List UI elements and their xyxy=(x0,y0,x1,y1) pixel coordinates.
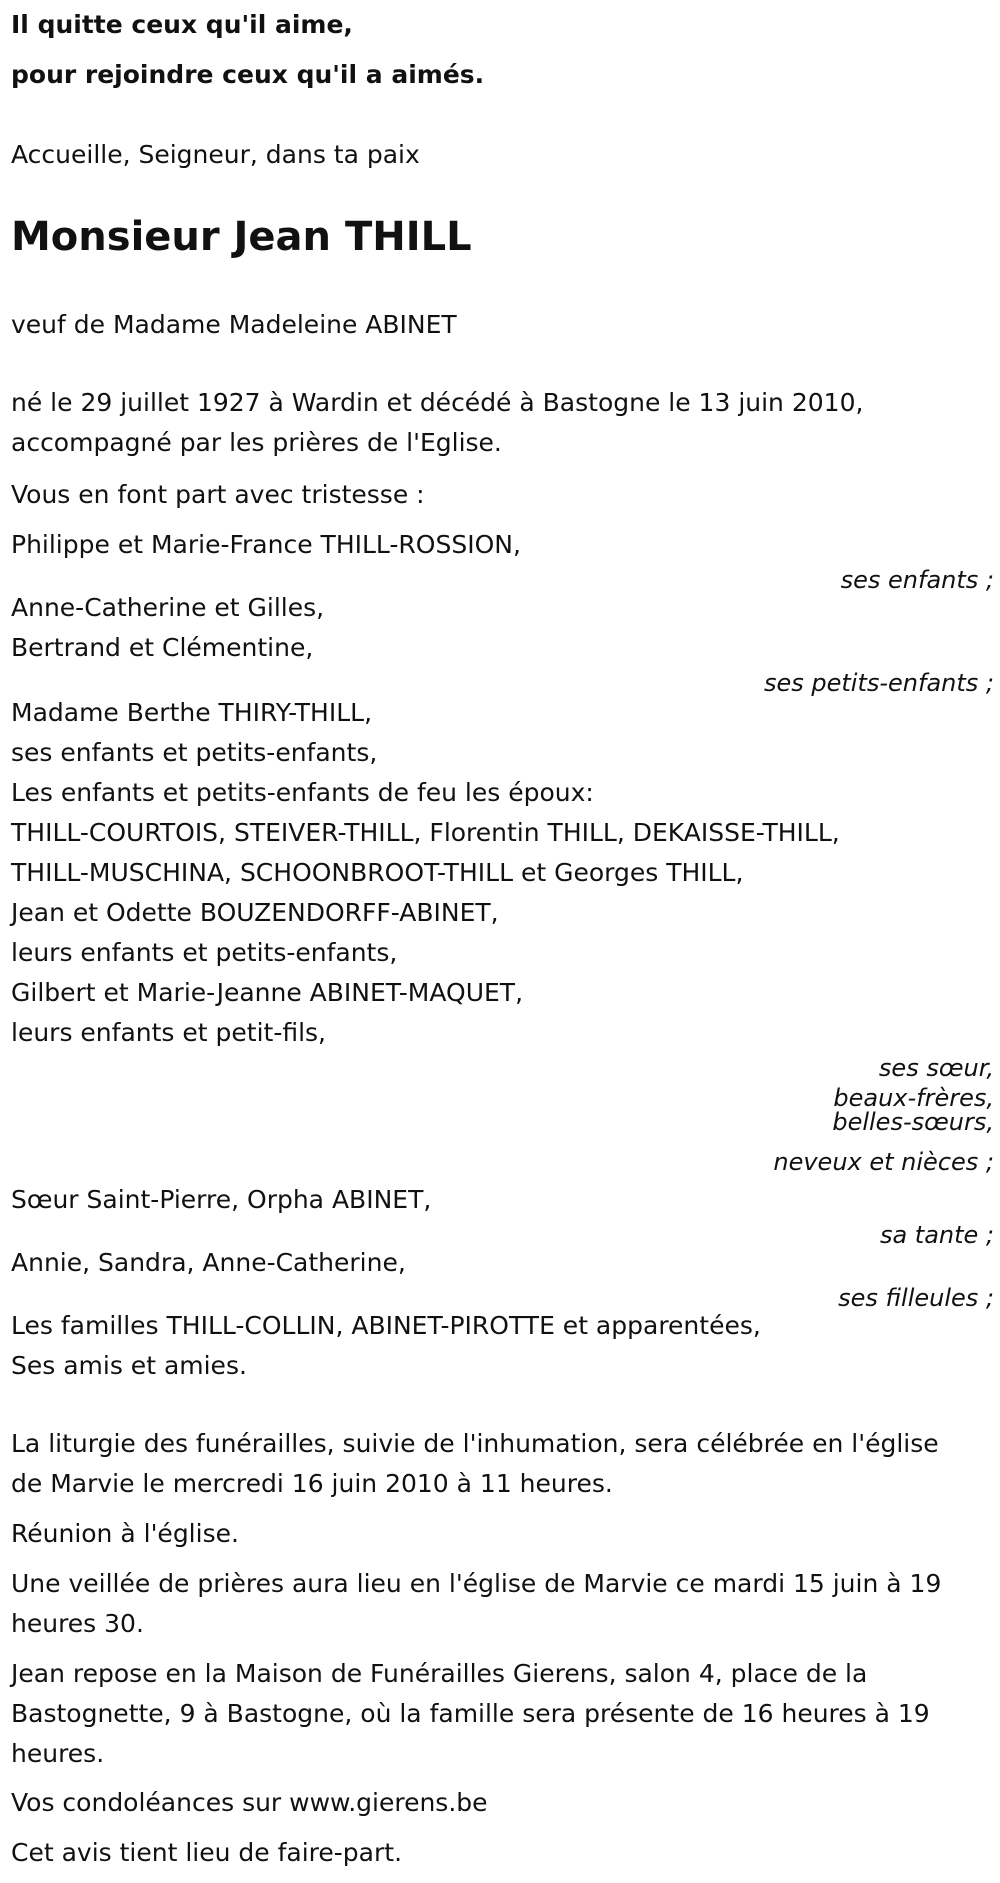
siblings-line: ses enfants et petits-enfants, xyxy=(11,738,378,767)
aunt-name: Sœur Saint-Pierre, Orpha ABINET, xyxy=(11,1185,432,1214)
siblings-line: leurs enfants et petit-fils, xyxy=(11,1018,327,1047)
birth-death-line-1: né le 29 juillet 1927 à Wardin et décédé à Bastogne le 13 juin 2010, xyxy=(11,388,864,417)
deceased-name: Monsieur Jean THILL xyxy=(11,214,472,260)
funeral-info xyxy=(11,1424,994,1504)
children-entry xyxy=(11,525,994,595)
aunt-role: sa tante ; xyxy=(879,1221,994,1249)
goddaughters-entry xyxy=(11,1243,994,1313)
siblings-line: Jean et Odette BOUZENDORFF-ABINET, xyxy=(11,898,499,927)
prayer-line: Accueille, Seigneur, dans ta paix xyxy=(11,140,420,169)
grandchildren-names-1: Anne-Catherine et Gilles, xyxy=(11,593,325,622)
vigil-info: Une veillée de prières aura lieu en l'église de Marvie ce mardi 15 juin à 19 heures 30. xyxy=(11,1569,942,1638)
condolences-info: Vos condoléances sur www.gierens.be xyxy=(11,1788,488,1817)
siblings-line: Les enfants et petits-enfants de feu les époux: xyxy=(11,778,594,807)
grandchildren-role: ses petits-enfants ; xyxy=(763,669,994,697)
aunt-entry xyxy=(11,1180,994,1250)
epitaph-line-2: pour rejoindre ceux qu'il a aimés. xyxy=(11,60,485,89)
spouse-line: veuf de Madame Madeleine ABINET xyxy=(11,310,457,339)
goddaughters-names: Annie, Sandra, Anne-Catherine, xyxy=(11,1248,406,1277)
siblings-line: THILL-MUSCHINA, SCHOONBROOT-THILL et Georges THILL, xyxy=(11,858,744,887)
children-role: ses enfants ; xyxy=(840,566,994,594)
siblings-entry xyxy=(11,693,994,1177)
funeral-line-2: de Marvie le mercredi 16 juin 2010 à 11 heures. xyxy=(11,1469,613,1498)
children-names: Philippe et Marie-France THILL-ROSSION, xyxy=(11,530,521,559)
siblings-role-wrap xyxy=(794,1053,994,1113)
siblings-role-3: neveux et nièces ; xyxy=(773,1148,994,1176)
birth-death-info xyxy=(11,383,994,463)
birth-death-line-2: accompagné par les prières de l'Eglise. xyxy=(11,428,502,457)
funeral-line-1: La liturgie des funérailles, suivie de l'inhumation, sera célébrée en l'église xyxy=(11,1429,939,1458)
epitaph xyxy=(11,0,484,100)
meeting-info: Réunion à l'église. xyxy=(11,1519,239,1548)
siblings-role-2: belles-sœurs, xyxy=(832,1108,994,1136)
grandchildren-entry xyxy=(11,588,994,698)
siblings-line: leurs enfants et petits-enfants, xyxy=(11,938,398,967)
repose-info: Jean repose en la Maison de Funérailles Gierens, salon 4, place de la Bastognette, 9 à Bastogne, où la famille sera présente de 16 heures à 19 heures. xyxy=(11,1659,930,1768)
friends-line: Ses amis et amies. xyxy=(11,1351,247,1380)
announcement-intro: Vous en font part avec tristesse : xyxy=(11,480,425,509)
families-entry xyxy=(11,1306,994,1386)
siblings-line: THILL-COURTOIS, STEIVER-THILL, Florentin THILL, DEKAISSE-THILL, xyxy=(11,818,840,847)
siblings-line: Gilbert et Marie-Jeanne ABINET-MAQUET, xyxy=(11,978,524,1007)
siblings-line: Madame Berthe THIRY-THILL, xyxy=(11,698,373,727)
grandchildren-names-2: Bertrand et Clémentine, xyxy=(11,633,314,662)
epitaph-line-1: Il quitte ceux qu'il aime, xyxy=(11,10,353,39)
goddaughters-role: ses filleules ; xyxy=(838,1284,994,1312)
notice-info: Cet avis tient lieu de faire-part. xyxy=(11,1838,403,1867)
siblings-role-1: ses sœur, beaux-frères, xyxy=(833,1054,994,1112)
families-line: Les familles THILL-COLLIN, ABINET-PIROTTE et apparentées, xyxy=(11,1311,761,1340)
